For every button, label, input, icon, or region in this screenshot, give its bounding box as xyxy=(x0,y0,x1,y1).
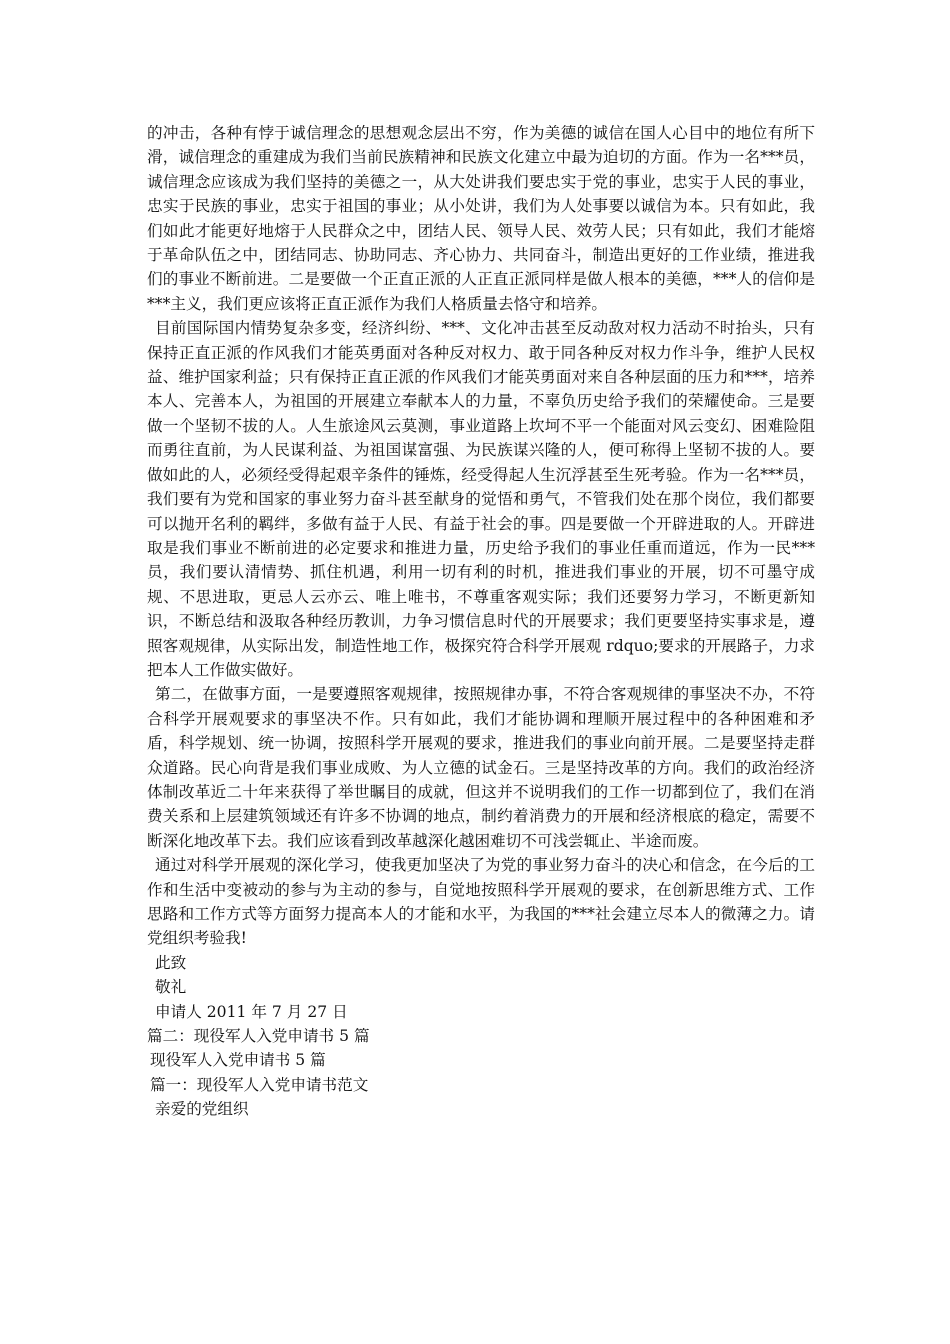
body-paragraph-4: 通过对科学开展观的深化学习，使我更加坚决了为党的事业努力奋斗的决心和信念，在今后的工作和生活中变被动的参与为主动的参与，自觉地按照科学开展观的要求，在创新思维方式、工作思路和工作方式等方面努力提高本人的才能和水平，为我国的***社会建立尽本人的微薄之力。请党组织考验我! xyxy=(147,856,815,948)
closing-salutation: 此致 xyxy=(155,953,187,972)
section-title: 篇一：现役军人入党申请书范文 xyxy=(150,1075,369,1094)
document-page xyxy=(147,121,815,1122)
body-paragraph-2: 目前国际国内情势复杂多变，经济纠纷、***、文化冲击甚至反动敌对权力活动不时抬头，只有保持正直正派的作风我们才能英勇面对各种反对权力、敢于同各种反对权力作斗争，维护人民权益、维护国家利益；只有保持正直正派的作风我们才能英勇面对来自各种层面的压力和***，培养本人、完善本人，为祖国的开展建立奉献本人的力量，不辜负历史给予我们的荣耀使命。三是要做一个坚韧不拔的人。人生旅途风云莫测，事业道路上坎坷不平一个能面对风云变幻、困难险阻而勇往直前，为人民谋利益、为祖国谋富强、为民族谋兴隆的人，便可称得上坚韧不拔的人。要做如此的人，必须经受得起艰辛条件的锤炼，经受得起人生沉浮甚至生死考验。作为一名***员，我们要有为党和国家的事业努力奋斗甚至献身的觉悟和勇气，不管我们处在那个岗位，我们都要可以抛开名利的羁绊，多做有益于人民、有益于社会的事。四是要做一个开辟进取的人。开辟进取是我们事业不断前进的必定要求和推进力量，历史给予我们的事业任重而道远，作为一民***员，我们要认清情势、抓住机遇，利用一切有利的时机，推进我们事业的开展，切不可墨守成规、不思进取，更忌人云亦云、唯上唯书，不尊重客观实际；我们还要努力学习，不断更新知识，不断总结和汲取各种经历教训，力争习惯信息时代的开展要求；我们更要坚持实事求是，遵照客观规律，从实际出发，制造性地工作，极探究符合科学开展观 rdquo;要求的开展路子，力求把本人工作做实做好。 xyxy=(147,319,815,679)
greeting-line: 亲爱的党组织 xyxy=(155,1100,249,1119)
body-paragraph-1: 的冲击，各种有悖于诚信理念的思想观念层出不穷，作为美德的诚信在国人心目中的地位有所下滑，诚信理念的重建成为我们当前民族精神和民族文化建立中最为迫切的方面。作为一名***员，诚信理念应该成为我们坚持的美德之一，从大处讲我们要忠实于党的事业，忠实于人民的事业，忠实于民族的事业，忠实于祖国的事业；从小处讲，我们为人处事要以诚信为本。只有如此，我们如此才能更好地熔于人民群众之中，团结人民、领导人民、效劳人民；只有如此，我们才能熔于革命队伍之中，团结同志、协助同志、齐心协力、共同奋斗，制造出更好的工作业绩，推进我们的事业不断前进。二是要做一个正直正派的人正直正派同样是做人根本的美德，***人的信仰是***主义，我们更应该将正直正派作为我们人格质量去恪守和培养。 xyxy=(147,124,815,313)
signature-date: 申请人 2011 年 7 月 27 日 xyxy=(155,1002,348,1021)
closing-regards: 敬礼 xyxy=(155,978,187,997)
document-title: 现役军人入党申请书 5 篇 xyxy=(150,1051,326,1070)
chapter-title: 篇二：现役军人入党申请书 5 篇 xyxy=(147,1027,370,1046)
body-paragraph-3: 第二，在做事方面，一是要遵照客观规律，按照规律办事，不符合客观规律的事坚决不办，不符合科学开展观要求的事坚决不作。只有如此，我们才能协调和理顺开展过程中的各种困难和矛盾，科学规划、统一协调，按照科学开展观的要求，推进我们的事业向前开展。二是要坚持走群众道路。民心向背是我们事业成败、为人立德的试金石。三是坚持改革的方向。我们的政治经济体制改革近二十年来获得了举世瞩目的成就，但这并不说明我们的工作一切都到位了，我们在消费关系和上层建筑领域还有许多不协调的地点，制约着消费力的开展和经济根底的稳定，需要不断深化地改革下去。我们应该看到改革越深化越困难切不可浅尝辄止、半途而废。 xyxy=(147,685,815,850)
